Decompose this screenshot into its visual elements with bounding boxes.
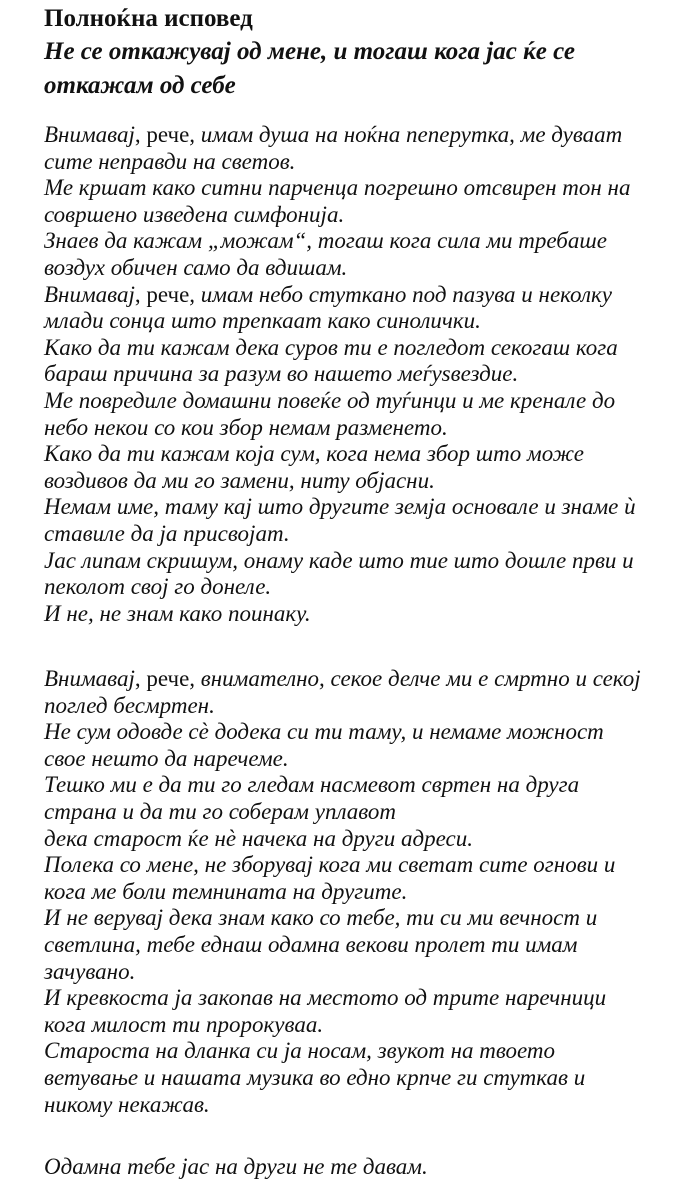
poem-line bbox=[44, 175, 630, 201]
poem-line-text: совршено изведена симфонија. bbox=[44, 201, 345, 227]
poem-line-text: И не, не знам како поинаку. bbox=[44, 600, 311, 626]
poem-line bbox=[44, 1092, 210, 1118]
poem-line-text: И кревкоста ја закопав на местото од трите наречници bbox=[44, 985, 607, 1011]
poem-line-text: поглед бесмртен. bbox=[44, 692, 215, 718]
poem-line bbox=[44, 149, 295, 175]
poem-line bbox=[44, 468, 435, 494]
poem-line-text: зачувано. bbox=[44, 958, 136, 984]
poem-line-text: дека старост ќе нè начека на други адреси. bbox=[44, 825, 473, 851]
poem-line bbox=[44, 799, 396, 825]
poem-line bbox=[44, 282, 612, 308]
poem-line-text: воздух обичен само да вдишам. bbox=[44, 255, 348, 280]
poem-line bbox=[44, 441, 584, 467]
poem-line-text: Полека со мене, не зборувај кога ми светат сите огнови и bbox=[44, 852, 616, 878]
poem-line-text: Знаев да кажам „можам“, тогаш кога сила ми требаше bbox=[44, 228, 607, 254]
poem-line-text: воздивов да ми го замени, ниту објасни. bbox=[44, 467, 435, 493]
poem-line bbox=[44, 852, 615, 878]
poem-line-text: бараш причина за разум во нашето меѓуѕвездие. bbox=[44, 361, 519, 387]
poem-line-text: никому некажав. bbox=[44, 1091, 210, 1117]
poem-line bbox=[44, 719, 604, 745]
poem-line bbox=[44, 601, 311, 627]
poem-line bbox=[44, 388, 615, 414]
poem-line bbox=[44, 494, 636, 520]
poem-line-text: свое нешто да наречеме. bbox=[44, 745, 289, 771]
poem-line bbox=[44, 905, 597, 931]
poem-line-rest: , имам небо стуткано под пазува и неколку bbox=[189, 281, 612, 307]
poem-line-text: светлина, тебе еднаш одамна векови пролет ти имам bbox=[44, 932, 578, 957]
poem-line-upright-word: , рече bbox=[134, 281, 190, 307]
poem-line-text: И не верувај дека знам како со тебе, ти си ми вечност и bbox=[44, 905, 598, 931]
poem-line bbox=[44, 308, 481, 334]
poem-line bbox=[44, 574, 271, 600]
poem-line-text: кога ме боли темнината на другите. bbox=[44, 878, 408, 904]
poem-line-text: Не сум одовде сè додека си ти таму, и немаме можност bbox=[44, 719, 604, 745]
poem-line-text: пеколот свој го донеле. bbox=[44, 574, 272, 600]
poem-line bbox=[44, 693, 215, 719]
poem-line-text: Староста на дланка си ја носам, звукот на твоето bbox=[44, 1038, 556, 1064]
poem-line bbox=[44, 1065, 585, 1091]
poem-line-text: Внимавај bbox=[44, 122, 135, 147]
poem-line bbox=[44, 772, 579, 798]
poem-line bbox=[44, 202, 344, 228]
poem-line bbox=[44, 521, 290, 547]
poem-line-text: Тешко ми е да ти го гледам насмевот свртен на друга bbox=[44, 772, 580, 798]
poem-line bbox=[44, 548, 634, 574]
poem-line bbox=[44, 959, 135, 985]
poem-line-text: Како да ти кажам која сум, кога нема збор што може bbox=[44, 441, 584, 467]
closing-line: Одамна тебе јас на други не те давам. bbox=[44, 1154, 428, 1179]
poem-line-text: ветување и нашата музика во едно крпче ги стуткав и bbox=[44, 1065, 586, 1090]
subtitle-line: Не се откажувај од мене, и тогаш кога јас ќе се bbox=[44, 38, 575, 65]
poem-line bbox=[44, 255, 347, 281]
poem-line-text: Немам име, таму кај што другите земја основале и знаме ѝ bbox=[44, 494, 636, 520]
poem-title: Полноќна исповед bbox=[44, 5, 253, 32]
poem-line-text: Како да ти кажам дека суров ти е погледот секогаш кога bbox=[44, 334, 618, 360]
poem-line-upright-word: , рече bbox=[134, 666, 190, 691]
poem-line-text: Јас липам скришум, онаму каде што тие што дошле први и bbox=[44, 547, 634, 573]
poem-line bbox=[44, 746, 289, 772]
poem-line bbox=[44, 122, 622, 148]
poem-subtitle bbox=[44, 35, 684, 103]
poem-line bbox=[44, 1038, 555, 1064]
poem-line bbox=[44, 361, 518, 387]
poem-line-text: Внимавај bbox=[44, 666, 135, 691]
poem-line-text: кога милост ти пророкуваа. bbox=[44, 1011, 324, 1037]
poem-line-text: Ме повредиле домашни повеќе од туѓинци и ме кренале до bbox=[44, 388, 616, 413]
poem-line bbox=[44, 666, 641, 692]
poem-line bbox=[44, 335, 618, 361]
poem-line bbox=[44, 826, 473, 852]
poem-line-text: небо некои со кои збор немам разменето. bbox=[44, 414, 448, 440]
subtitle-line: откажам од себе bbox=[44, 72, 236, 99]
poem-line bbox=[44, 932, 577, 958]
poem-line-text: сите неправди на светов. bbox=[44, 148, 296, 174]
poem-line bbox=[44, 228, 607, 254]
poem-line bbox=[44, 985, 606, 1011]
poem-line-rest: , внимателно, секое делче ми е смртно и секој bbox=[189, 666, 641, 691]
poem-line-text: ставиле да ја присвојат. bbox=[44, 521, 290, 546]
poem-line-text: Ме кршат како ситни парченца погрешно отсвирен тон на bbox=[44, 175, 631, 201]
poem-line-text: Внимавај bbox=[44, 281, 135, 307]
poem-line bbox=[44, 415, 448, 441]
poem-line-upright-word: , рече bbox=[134, 122, 190, 147]
poem-line bbox=[44, 1012, 323, 1038]
poem-line-rest: , имам душа на ноќна пеперутка, ме дуваат bbox=[189, 122, 623, 147]
poem-line bbox=[44, 879, 407, 905]
poem-line-text: страна и да ти го соберам уплавот bbox=[44, 799, 397, 824]
poem-line-text: млади сонца што трепкаат како синолички. bbox=[44, 308, 481, 334]
